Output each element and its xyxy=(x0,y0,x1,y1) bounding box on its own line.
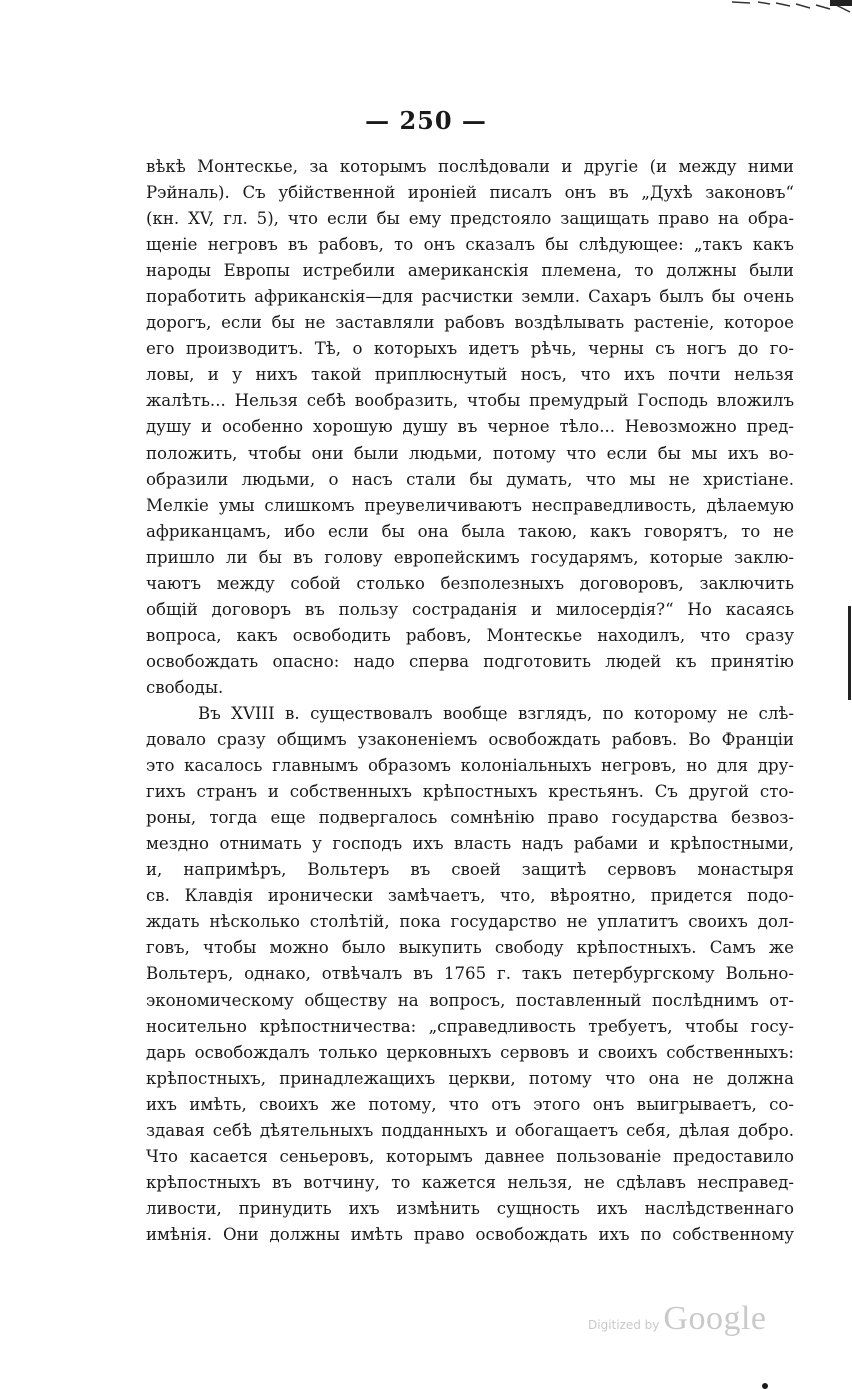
text-line: поработить африканскія—для расчистки земли. Сахаръ былъ бы очень xyxy=(146,287,794,307)
text-line: образили людьми, о насъ стали бы думать, что мы не христіане. xyxy=(146,469,794,489)
text-line: жалѣть... Нельзя себѣ вообразить, чтобы премудрый Господь вложилъ xyxy=(146,391,794,411)
text-line: душу и особенно хорошую душу въ черное тѣло... Невозможно пред- xyxy=(146,417,794,437)
text-line: положить, чтобы они были людьми, потому что если бы мы ихъ во- xyxy=(146,443,794,463)
text-line: крѣпостныхъ, принадлежащихъ церкви, потому что она не должна xyxy=(146,1068,794,1088)
text-line: гихъ странъ и собственныхъ крѣпостныхъ крестьянъ. Съ другой сто- xyxy=(146,782,794,802)
text-line: имѣнія. Они должны имѣть право освобождать ихъ по собственному xyxy=(146,1224,794,1244)
text-line: крѣпостныхъ въ вотчину, то кажется нельзя, не сдѣлавъ несправед- xyxy=(146,1172,794,1192)
text-line: африканцамъ, ибо если бы она была такою, какъ говорятъ, то не xyxy=(146,521,794,541)
text-line: общій договоръ въ пользу состраданія и милосердія?“ Но касаясь xyxy=(146,599,794,619)
text-line: дарь освобождалъ только церковныхъ сервовъ и своихъ собственныхъ: xyxy=(146,1042,794,1062)
text-line: вѣкѣ Монтескье, за которымъ послѣдовали и другіе (и между ними xyxy=(146,157,794,176)
text-line: пришло ли бы въ голову европейскимъ государямъ, которые заклю- xyxy=(146,547,794,567)
text-line: ихъ имѣть, своихъ же потому, что отъ этого онъ выигрываетъ, со- xyxy=(146,1094,794,1114)
text-line: Рэйналь). Съ убійственной ироніей писалъ онъ въ „Духѣ законовъ“ xyxy=(146,183,794,203)
text-line: довало сразу общимъ узаконеніемъ освобождать рабовъ. Во Франціи xyxy=(146,730,794,750)
text-line: это касалось главнымъ образомъ колоніальныхъ негровъ, но для дру- xyxy=(146,756,794,776)
text-line: чаютъ между собой столько безполезныхъ договоровъ, заключить xyxy=(146,573,794,593)
text-line: говъ, чтобы можно было выкупить свободу крѣпостныхъ. Самъ же xyxy=(146,938,794,958)
paragraph xyxy=(146,701,794,1248)
watermark-logo: Google xyxy=(663,1300,767,1337)
text-line: ждать нѣсколько столѣтій, пока государство не уплатитъ своихъ дол- xyxy=(146,912,794,932)
watermark-prefix: Digitized by xyxy=(588,1318,660,1332)
scan-edge-mark-top xyxy=(730,0,852,14)
text-line: Мелкіе умы слишкомъ преувеличиваютъ несправедливость, дѣлаемую xyxy=(146,495,794,515)
digitization-watermark xyxy=(588,1300,767,1340)
scan-dot-mark xyxy=(762,1383,768,1389)
text-line: мездно отнимать у господъ ихъ власть надъ рабами и крѣпостными, xyxy=(146,834,794,854)
text-line: роны, тогда еще подвергалось сомнѣнію право государства безвоз- xyxy=(146,808,794,828)
text-line: и, напримѣръ, Вольтеръ въ своей защитѣ сервовъ монастыря xyxy=(146,860,794,880)
text-line: носительно крѣпостничества: „справедливость требуетъ, чтобы госу- xyxy=(146,1016,794,1036)
text-line: экономическому обществу на вопросъ, поставленный послѣднимъ от- xyxy=(146,990,794,1010)
body-text xyxy=(146,154,794,1248)
text-line: освобождать опасно: надо сперва подготовить людей къ принятію xyxy=(146,651,794,671)
text-line: Вольтеръ, однако, отвѣчалъ въ 1765 г. такъ петербургскому Вольно- xyxy=(146,964,794,984)
text-line: (кн. XV, гл. 5), что если бы ему предстояло защищать право на обра- xyxy=(146,209,794,229)
text-line: его производитъ. Тѣ, о которыхъ идетъ рѣчь, черны съ ногъ до го- xyxy=(146,339,794,359)
text-line: здавая себѣ дѣятельныхъ подданныхъ и обогащаетъ себя, дѣлая добро. xyxy=(146,1120,794,1140)
text-line: дорогъ, если бы не заставляли рабовъ воздѣлывать растеніе, которое xyxy=(146,313,794,333)
text-line: ливости, принудить ихъ измѣнить сущность ихъ наслѣдственнаго xyxy=(146,1198,794,1218)
text-line: Въ XVIII в. существовалъ вообще взглядъ, по которому не слѣ- xyxy=(198,703,794,723)
paragraph xyxy=(146,154,794,701)
text-line: свободы. xyxy=(146,677,224,697)
text-line: вопроса, какъ освободить рабовъ, Монтескье находилъ, что сразу xyxy=(146,625,794,645)
page-number: — 250 — xyxy=(365,106,487,135)
text-line: народы Европы истребили американскія племена, то должны были xyxy=(146,261,794,281)
text-line: св. Клавдія иронически замѣчаетъ, что, вѣроятно, придется подо- xyxy=(146,886,794,906)
text-line: щеніе негровъ въ рабовъ, то онъ сказалъ бы слѣдующее: „такъ какъ xyxy=(146,235,794,255)
text-line: ловы, и у нихъ такой приплюснутый носъ, что ихъ почти нельзя xyxy=(146,365,794,385)
scan-edge-mark-right xyxy=(845,606,852,700)
text-line: Что касается сеньеровъ, которымъ давнее пользованіе предоставило xyxy=(146,1146,794,1166)
